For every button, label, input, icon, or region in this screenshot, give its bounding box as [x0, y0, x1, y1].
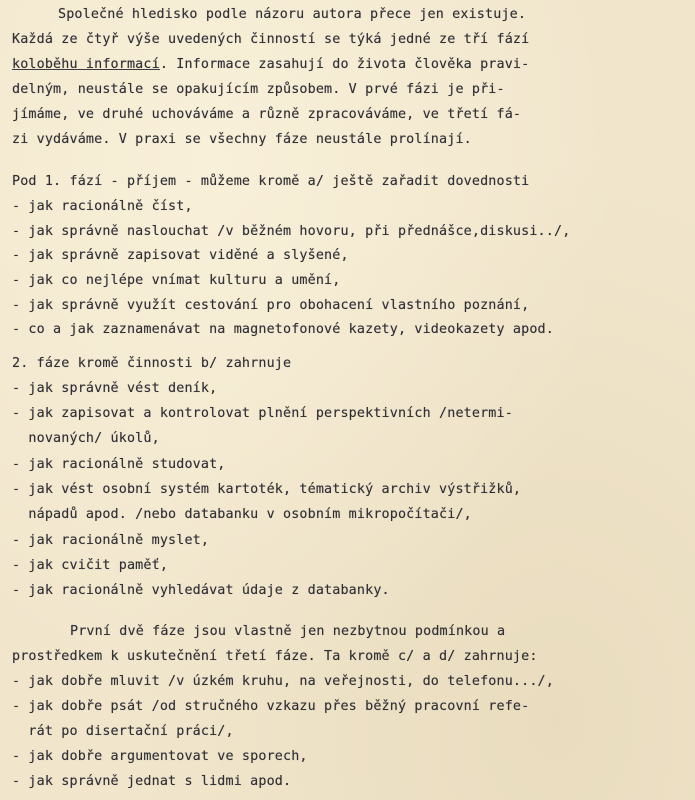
- section-2-item-2-cont: novaných/ úkolů,: [12, 431, 160, 446]
- section-2-item-6: - jak cvičit paměť,: [12, 558, 169, 573]
- section-1-item-2: - jak správně naslouchat /v běžném hovoru, při přednášce,diskusi../,: [12, 224, 571, 239]
- section-3-item-3: - jak dobře argumentovat ve sporech,: [12, 749, 308, 764]
- paragraph-1-line-6: zi vydáváme. V praxi se všechny fáze neustále prolínají.: [12, 132, 472, 147]
- section-2-item-5: - jak racionálně myslet,: [12, 533, 210, 548]
- section-2-heading: 2. fáze kromě činnosti b/ zahrnuje: [12, 356, 292, 371]
- section-1-item-3: - jak správně zapisovat viděné a slyšené,: [12, 248, 349, 263]
- section-2-item-4-cont: nápadů apod. /nebo databanku v osobním mikropočítači/,: [12, 507, 472, 522]
- paragraph-1-line-3: [12, 55, 529, 75]
- section-3-item-1: - jak dobře mluvit /v úzkém kruhu, na veřejnosti, do telefonu.../,: [12, 674, 554, 689]
- section-1-item-6: - co a jak zaznamenávat na magnetofonové kazety, videokazety apod.: [12, 322, 554, 337]
- section-2-item-4: - jak vést osobní systém kartoték, tématický archiv výstřižků,: [12, 482, 522, 497]
- paragraph-1-line-1: Společné hledisko podle názoru autora přece jen existuje.: [58, 7, 527, 22]
- section-3-item-2-cont: rát po disertační práci/,: [12, 724, 234, 739]
- paragraph-1-line-4: delným, neustále se opakujícím způsobem. V prvé fázi je při-: [12, 82, 505, 97]
- paragraph-1-line-3-rest: . Informace zasahují do života člověka pravi-: [159, 57, 530, 72]
- section-3-line-2: prostředkem k uskutečnění třetí fáze. Ta kromě c/ a d/ zahrnuje:: [12, 649, 538, 664]
- section-2-item-1: - jak správně vést deník,: [12, 381, 218, 396]
- section-3-item-4: - jak správně jednat s lidmi apod.: [12, 774, 292, 789]
- section-1-item-4: - jak co nejlépe vnímat kulturu a umění,: [12, 273, 341, 288]
- section-3-item-2: - jak dobře psát /od stručného vzkazu přes běžný pracovní refe-: [12, 699, 530, 714]
- section-2-item-7: - jak racionálně vyhledávat údaje z databanky.: [12, 583, 390, 598]
- section-3-line-1: První dvě fáze jsou vlastně jen nezbytnou podmínkou a: [70, 624, 506, 639]
- section-2-item-2: - jak zapisovat a kontrolovat plnění perspektivních /netermi-: [12, 406, 513, 421]
- underlined-phrase: koloběhu informací: [12, 57, 160, 72]
- section-1-item-1: - jak racionálně číst,: [12, 199, 193, 214]
- paragraph-1-line-2: Každá ze čtyř výše uvedených činností se týká jedné ze tří fází: [12, 32, 530, 47]
- section-2-item-3: - jak racionálně studovat,: [12, 457, 226, 472]
- section-1-heading: Pod 1. fází - příjem - můžeme kromě a/ ještě zařadit dovednosti: [12, 174, 530, 189]
- section-1-item-5: - jak správně využít cestování pro obohacení vlastního poznání,: [12, 298, 530, 313]
- paragraph-1-line-5: jímáme, ve druhé uchováváme a různě zpracováváme, ve třetí fá-: [12, 107, 522, 122]
